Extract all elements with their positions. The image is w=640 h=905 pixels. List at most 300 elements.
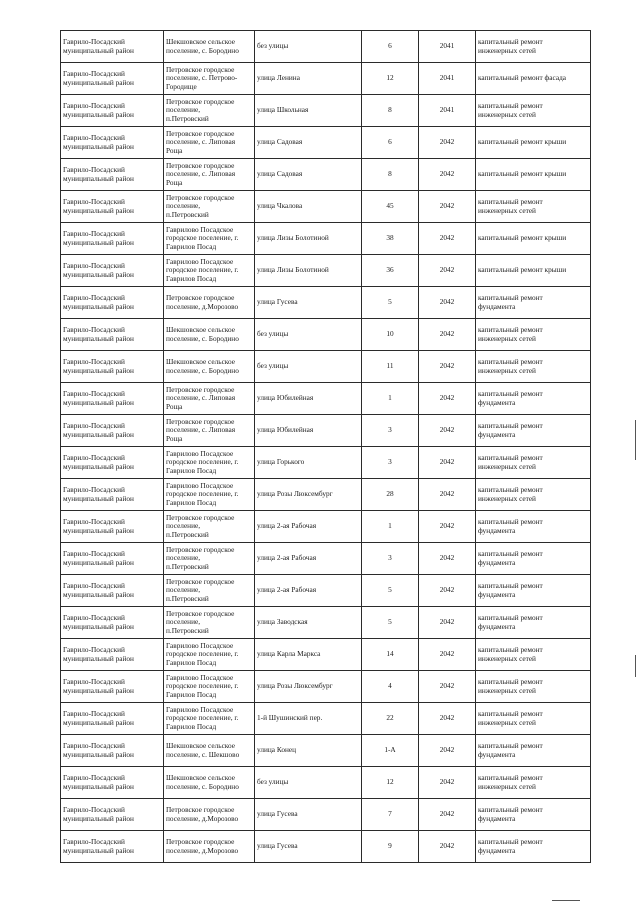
settlement-line: п.Петровский [166, 625, 209, 635]
district-cell [61, 383, 164, 415]
district-line: муниципальный район [63, 653, 134, 663]
street-cell: улица Ленина [255, 63, 362, 95]
work-type-line: капитальный ремонт [478, 325, 543, 335]
work-type-cell [476, 799, 591, 831]
settlement-line: поселение, с. Петрово- [166, 73, 238, 83]
district-line: Гаврило-Посадский [63, 69, 125, 79]
district-line: муниципальный район [63, 109, 134, 119]
district-line: Гаврило-Посадский [63, 837, 125, 847]
district-line: Гаврило-Посадский [63, 741, 125, 751]
district-line: Гаврило-Посадский [63, 485, 125, 495]
settlement-line: п.Петровский [166, 593, 209, 603]
district-cell [61, 191, 164, 223]
settlement-line: поселение, [166, 617, 201, 627]
table-row [61, 415, 591, 447]
year-cell: 2042 [419, 127, 476, 159]
district-cell [61, 511, 164, 543]
settlement-line: Роща [166, 433, 183, 443]
district-line: муниципальный район [63, 493, 134, 503]
table-row [61, 319, 591, 351]
settlement-line: поселение, с. Шекшово [166, 749, 240, 759]
house-number-cell: 6 [362, 127, 419, 159]
settlement-line: поселение, [166, 521, 201, 531]
work-type-line: капитальный ремонт фасада [478, 73, 567, 83]
settlement-line: Гаврилов Посад [166, 657, 217, 667]
street-cell: улица Школьная [255, 95, 362, 127]
district-line: Гаврило-Посадский [63, 453, 125, 463]
settlement-cell [164, 351, 255, 383]
settlement-line: Петровское городское [166, 64, 235, 74]
district-line: Гаврило-Посадский [63, 197, 125, 207]
street-cell: улица Лизы Болотиной [255, 255, 362, 287]
district-line: Гаврило-Посадский [63, 229, 125, 239]
settlement-line: Петровское городское [166, 576, 235, 586]
work-type-cell [476, 607, 591, 639]
settlement-cell [164, 671, 255, 703]
house-number-cell: 7 [362, 799, 419, 831]
settlement-line: Гаврилово Посадское [166, 672, 234, 682]
street-cell: улица 2-ая Рабочая [255, 511, 362, 543]
settlement-line: Петровское городское [166, 544, 235, 554]
year-cell: 2042 [419, 255, 476, 287]
house-number-cell: 12 [362, 767, 419, 799]
work-type-line: капитальный ремонт [478, 389, 543, 399]
work-type-cell [476, 319, 591, 351]
house-number-cell: 14 [362, 639, 419, 671]
house-number-cell: 5 [362, 287, 419, 319]
settlement-line: поселение, с. Липовая [166, 425, 236, 435]
work-type-line: фундамента [478, 397, 516, 407]
table-row [61, 671, 591, 703]
settlement-line: поселение, д.Морозово [166, 301, 239, 311]
district-cell [61, 639, 164, 671]
house-number-cell: 11 [362, 351, 419, 383]
district-line: Гаврило-Посадский [63, 581, 125, 591]
work-type-line: фундамента [478, 845, 516, 855]
settlement-cell [164, 543, 255, 575]
table-row [61, 63, 591, 95]
year-cell: 2042 [419, 191, 476, 223]
settlement-line: поселение, с. Липовая [166, 137, 236, 147]
year-cell: 2042 [419, 479, 476, 511]
work-type-cell [476, 639, 591, 671]
work-type-line: капитальный ремонт [478, 773, 543, 783]
district-line: Гаврило-Посадский [63, 709, 125, 719]
year-cell: 2042 [419, 831, 476, 863]
work-type-cell [476, 479, 591, 511]
district-line: муниципальный район [63, 397, 134, 407]
settlement-line: городское поселение, г. [166, 681, 239, 691]
street-cell: без улицы [255, 31, 362, 63]
district-cell [61, 767, 164, 799]
work-type-line: инженерных сетей [478, 717, 536, 727]
house-number-cell: 45 [362, 191, 419, 223]
district-cell [61, 159, 164, 191]
house-number-cell: 3 [362, 415, 419, 447]
district-line: муниципальный район [63, 781, 134, 791]
year-cell: 2042 [419, 639, 476, 671]
district-line: Гаврило-Посадский [63, 325, 125, 335]
settlement-cell [164, 607, 255, 639]
district-line: Гаврило-Посадский [63, 101, 125, 111]
table-row [61, 543, 591, 575]
table-row [61, 351, 591, 383]
settlement-line: п.Петровский [166, 113, 209, 123]
work-type-line: фундамента [478, 429, 516, 439]
settlement-line: поселение, с. Бородино [166, 781, 239, 791]
street-cell: улица Юбилейная [255, 383, 362, 415]
settlement-line: поселение, с. Бородино [166, 333, 239, 343]
street-cell: улица Садовая [255, 127, 362, 159]
year-cell: 2042 [419, 319, 476, 351]
year-cell: 2042 [419, 575, 476, 607]
settlement-line: Гаврилово Посадское [166, 640, 234, 650]
settlement-line: Петровское городское [166, 608, 235, 618]
district-line: Гаврило-Посадский [63, 805, 125, 815]
district-line: Гаврило-Посадский [63, 37, 125, 47]
street-cell: 1-й Шушинский пер. [255, 703, 362, 735]
work-type-line: капитальный ремонт [478, 357, 543, 367]
settlement-line: Гаврилово Посадское [166, 448, 234, 458]
district-cell [61, 479, 164, 511]
street-cell: улица Гусева [255, 287, 362, 319]
street-cell: улица Карла Маркса [255, 639, 362, 671]
district-cell [61, 223, 164, 255]
work-type-cell [476, 415, 591, 447]
settlement-cell [164, 319, 255, 351]
work-type-line: инженерных сетей [478, 781, 536, 791]
work-type-cell [476, 767, 591, 799]
district-line: муниципальный район [63, 333, 134, 343]
district-cell [61, 255, 164, 287]
settlement-line: Городище [166, 81, 197, 91]
district-line: муниципальный район [63, 77, 134, 87]
settlement-cell [164, 383, 255, 415]
street-cell: без улицы [255, 319, 362, 351]
district-line: муниципальный район [63, 45, 134, 55]
work-type-line: капитальный ремонт [478, 741, 543, 751]
table-row [61, 31, 591, 63]
street-cell: улица 2-ая Рабочая [255, 543, 362, 575]
work-type-cell [476, 223, 591, 255]
district-line: муниципальный район [63, 301, 134, 311]
settlement-cell [164, 735, 255, 767]
table-row [61, 799, 591, 831]
year-cell: 2042 [419, 671, 476, 703]
house-number-cell: 9 [362, 831, 419, 863]
district-line: муниципальный район [63, 141, 134, 151]
settlement-cell [164, 255, 255, 287]
district-cell [61, 575, 164, 607]
house-number-cell: 6 [362, 31, 419, 63]
settlement-line: Петровское городское [166, 837, 235, 847]
work-type-cell [476, 383, 591, 415]
district-line: муниципальный район [63, 237, 134, 247]
district-line: муниципальный район [63, 429, 134, 439]
year-cell: 2042 [419, 607, 476, 639]
table-row [61, 255, 591, 287]
district-cell [61, 831, 164, 863]
settlement-line: городское поселение, г. [166, 649, 239, 659]
table-row [61, 127, 591, 159]
table-row [61, 831, 591, 863]
district-line: Гаврило-Посадский [63, 549, 125, 559]
district-line: муниципальный район [63, 813, 134, 823]
year-cell: 2042 [419, 703, 476, 735]
work-type-line: фундамента [478, 301, 516, 311]
settlement-cell [164, 191, 255, 223]
year-cell: 2041 [419, 63, 476, 95]
repair-schedule-table [60, 30, 591, 863]
work-type-line: капитальный ремонт [478, 613, 543, 623]
district-cell [61, 95, 164, 127]
settlement-line: Петровское городское [166, 384, 235, 394]
work-type-line: капитальный ремонт [478, 581, 543, 591]
settlement-cell [164, 767, 255, 799]
table-row [61, 703, 591, 735]
settlement-line: поселение, с. Липовая [166, 169, 236, 179]
house-number-cell: 1 [362, 383, 419, 415]
settlement-cell [164, 127, 255, 159]
work-type-line: капитальный ремонт крыши [478, 137, 567, 147]
work-type-line: инженерных сетей [478, 365, 536, 375]
street-cell: без улицы [255, 351, 362, 383]
work-type-line: капитальный ремонт [478, 709, 543, 719]
year-cell: 2042 [419, 447, 476, 479]
table-row [61, 159, 591, 191]
street-cell: улица Чкалова [255, 191, 362, 223]
table-row [61, 575, 591, 607]
year-cell: 2042 [419, 415, 476, 447]
settlement-line: Гаврилов Посад [166, 241, 217, 251]
work-type-line: инженерных сетей [478, 685, 536, 695]
work-type-line: капитальный ремонт крыши [478, 169, 567, 179]
settlement-line: Шекшовское сельское [166, 773, 235, 783]
house-number-cell: 3 [362, 447, 419, 479]
settlement-line: Гаврилово Посадское [166, 224, 234, 234]
street-cell: улица Гусева [255, 799, 362, 831]
district-cell [61, 671, 164, 703]
table-row [61, 511, 591, 543]
table-row [61, 607, 591, 639]
district-line: муниципальный район [63, 717, 134, 727]
district-cell [61, 287, 164, 319]
year-cell: 2042 [419, 159, 476, 191]
district-cell [61, 607, 164, 639]
settlement-line: Гаврилов Посад [166, 465, 217, 475]
repair-schedule-body [61, 31, 591, 863]
district-cell [61, 799, 164, 831]
work-type-line: капитальный ремонт [478, 677, 543, 687]
settlement-line: городское поселение, г. [166, 457, 239, 467]
work-type-line: фундамента [478, 589, 516, 599]
work-type-cell [476, 255, 591, 287]
settlement-cell [164, 479, 255, 511]
year-cell: 2042 [419, 383, 476, 415]
street-cell: улица Конец [255, 735, 362, 767]
settlement-cell [164, 511, 255, 543]
house-number-cell: 1-А [362, 735, 419, 767]
settlement-cell [164, 415, 255, 447]
settlement-line: поселение, [166, 201, 201, 211]
table-row [61, 447, 591, 479]
work-type-line: капитальный ремонт [478, 485, 543, 495]
settlement-line: городское поселение, г. [166, 265, 239, 275]
document-page [60, 30, 590, 863]
settlement-line: поселение, с. Бородино [166, 45, 239, 55]
table-row [61, 191, 591, 223]
district-cell [61, 543, 164, 575]
street-cell: без улицы [255, 767, 362, 799]
settlement-cell [164, 639, 255, 671]
district-line: Гаврило-Посадский [63, 389, 125, 399]
district-line: Гаврило-Посадский [63, 293, 125, 303]
district-line: Гаврило-Посадский [63, 357, 125, 367]
work-type-line: инженерных сетей [478, 109, 536, 119]
settlement-cell [164, 95, 255, 127]
district-line: муниципальный район [63, 845, 134, 855]
street-cell: улица Юбилейная [255, 415, 362, 447]
district-cell [61, 447, 164, 479]
district-cell [61, 127, 164, 159]
settlement-cell [164, 703, 255, 735]
work-type-line: инженерных сетей [478, 461, 536, 471]
district-cell [61, 31, 164, 63]
settlement-line: Шекшовское сельское [166, 741, 235, 751]
district-line: муниципальный район [63, 621, 134, 631]
work-type-line: капитальный ремонт [478, 805, 543, 815]
settlement-cell [164, 447, 255, 479]
work-type-cell [476, 831, 591, 863]
scan-edge-mark [635, 420, 636, 460]
district-cell [61, 351, 164, 383]
settlement-cell [164, 575, 255, 607]
year-cell: 2042 [419, 223, 476, 255]
work-type-cell [476, 31, 591, 63]
house-number-cell: 8 [362, 159, 419, 191]
settlement-line: поселение, д.Морозово [166, 845, 239, 855]
house-number-cell: 4 [362, 671, 419, 703]
settlement-line: поселение, д.Морозово [166, 813, 239, 823]
district-line: Гаврило-Посадский [63, 773, 125, 783]
year-cell: 2041 [419, 31, 476, 63]
work-type-line: фундамента [478, 621, 516, 631]
settlement-line: п.Петровский [166, 209, 209, 219]
work-type-line: инженерных сетей [478, 493, 536, 503]
house-number-cell: 36 [362, 255, 419, 287]
street-cell: улица Садовая [255, 159, 362, 191]
work-type-line: фундамента [478, 749, 516, 759]
settlement-line: п.Петровский [166, 561, 209, 571]
settlement-line: Петровское городское [166, 416, 235, 426]
house-number-cell: 22 [362, 703, 419, 735]
work-type-line: фундамента [478, 557, 516, 567]
settlement-line: Гаврилов Посад [166, 497, 217, 507]
district-line: Гаврило-Посадский [63, 677, 125, 687]
year-cell: 2041 [419, 95, 476, 127]
year-cell: 2042 [419, 543, 476, 575]
house-number-cell: 1 [362, 511, 419, 543]
settlement-line: Петровское городское [166, 805, 235, 815]
settlement-line: Гаврилово Посадское [166, 256, 234, 266]
street-cell: улица Горького [255, 447, 362, 479]
settlement-cell [164, 31, 255, 63]
work-type-line: капитальный ремонт крыши [478, 233, 567, 243]
year-cell: 2042 [419, 799, 476, 831]
district-cell [61, 703, 164, 735]
settlement-line: поселение, [166, 553, 201, 563]
table-row [61, 639, 591, 671]
district-line: муниципальный район [63, 589, 134, 599]
house-number-cell: 12 [362, 63, 419, 95]
district-line: Гаврило-Посадский [63, 517, 125, 527]
settlement-line: Петровское городское [166, 293, 235, 303]
work-type-line: капитальный ремонт [478, 549, 543, 559]
district-line: Гаврило-Посадский [63, 645, 125, 655]
street-cell: улица Розы Люксембург [255, 671, 362, 703]
work-type-cell [476, 191, 591, 223]
district-line: Гаврило-Посадский [63, 165, 125, 175]
work-type-cell [476, 543, 591, 575]
district-cell [61, 319, 164, 351]
settlement-line: городское поселение, г. [166, 233, 239, 243]
year-cell: 2042 [419, 287, 476, 319]
district-line: муниципальный район [63, 365, 134, 375]
work-type-line: капитальный ремонт [478, 37, 543, 47]
district-line: муниципальный район [63, 557, 134, 567]
settlement-line: Шекшовское сельское [166, 357, 235, 367]
year-cell: 2042 [419, 735, 476, 767]
settlement-line: Петровское городское [166, 128, 235, 138]
table-row [61, 735, 591, 767]
district-cell [61, 735, 164, 767]
work-type-cell [476, 511, 591, 543]
work-type-line: капитальный ремонт [478, 197, 543, 207]
district-line: муниципальный район [63, 461, 134, 471]
district-line: муниципальный район [63, 205, 134, 215]
work-type-line: капитальный ремонт [478, 293, 543, 303]
settlement-line: Роща [166, 401, 183, 411]
settlement-cell [164, 63, 255, 95]
settlement-cell [164, 799, 255, 831]
work-type-line: инженерных сетей [478, 333, 536, 343]
year-cell: 2042 [419, 511, 476, 543]
house-number-cell: 5 [362, 575, 419, 607]
year-cell: 2042 [419, 351, 476, 383]
house-number-cell: 10 [362, 319, 419, 351]
district-line: Гаврило-Посадский [63, 133, 125, 143]
settlement-line: Гаврилово Посадское [166, 480, 234, 490]
table-row [61, 95, 591, 127]
district-line: муниципальный район [63, 749, 134, 759]
settlement-cell [164, 831, 255, 863]
work-type-line: инженерных сетей [478, 205, 536, 215]
settlement-line: Гаврилово Посадское [166, 704, 234, 714]
settlement-line: поселение, [166, 585, 201, 595]
table-row [61, 767, 591, 799]
work-type-line: фундамента [478, 525, 516, 535]
district-line: муниципальный район [63, 269, 134, 279]
work-type-line: капитальный ремонт [478, 517, 543, 527]
work-type-cell [476, 703, 591, 735]
settlement-line: Роща [166, 145, 183, 155]
scan-edge-mark [635, 655, 636, 677]
settlement-line: городское поселение, г. [166, 713, 239, 723]
district-line: муниципальный район [63, 525, 134, 535]
settlement-line: городское поселение, г. [166, 489, 239, 499]
district-line: Гаврило-Посадский [63, 421, 125, 431]
work-type-cell [476, 447, 591, 479]
